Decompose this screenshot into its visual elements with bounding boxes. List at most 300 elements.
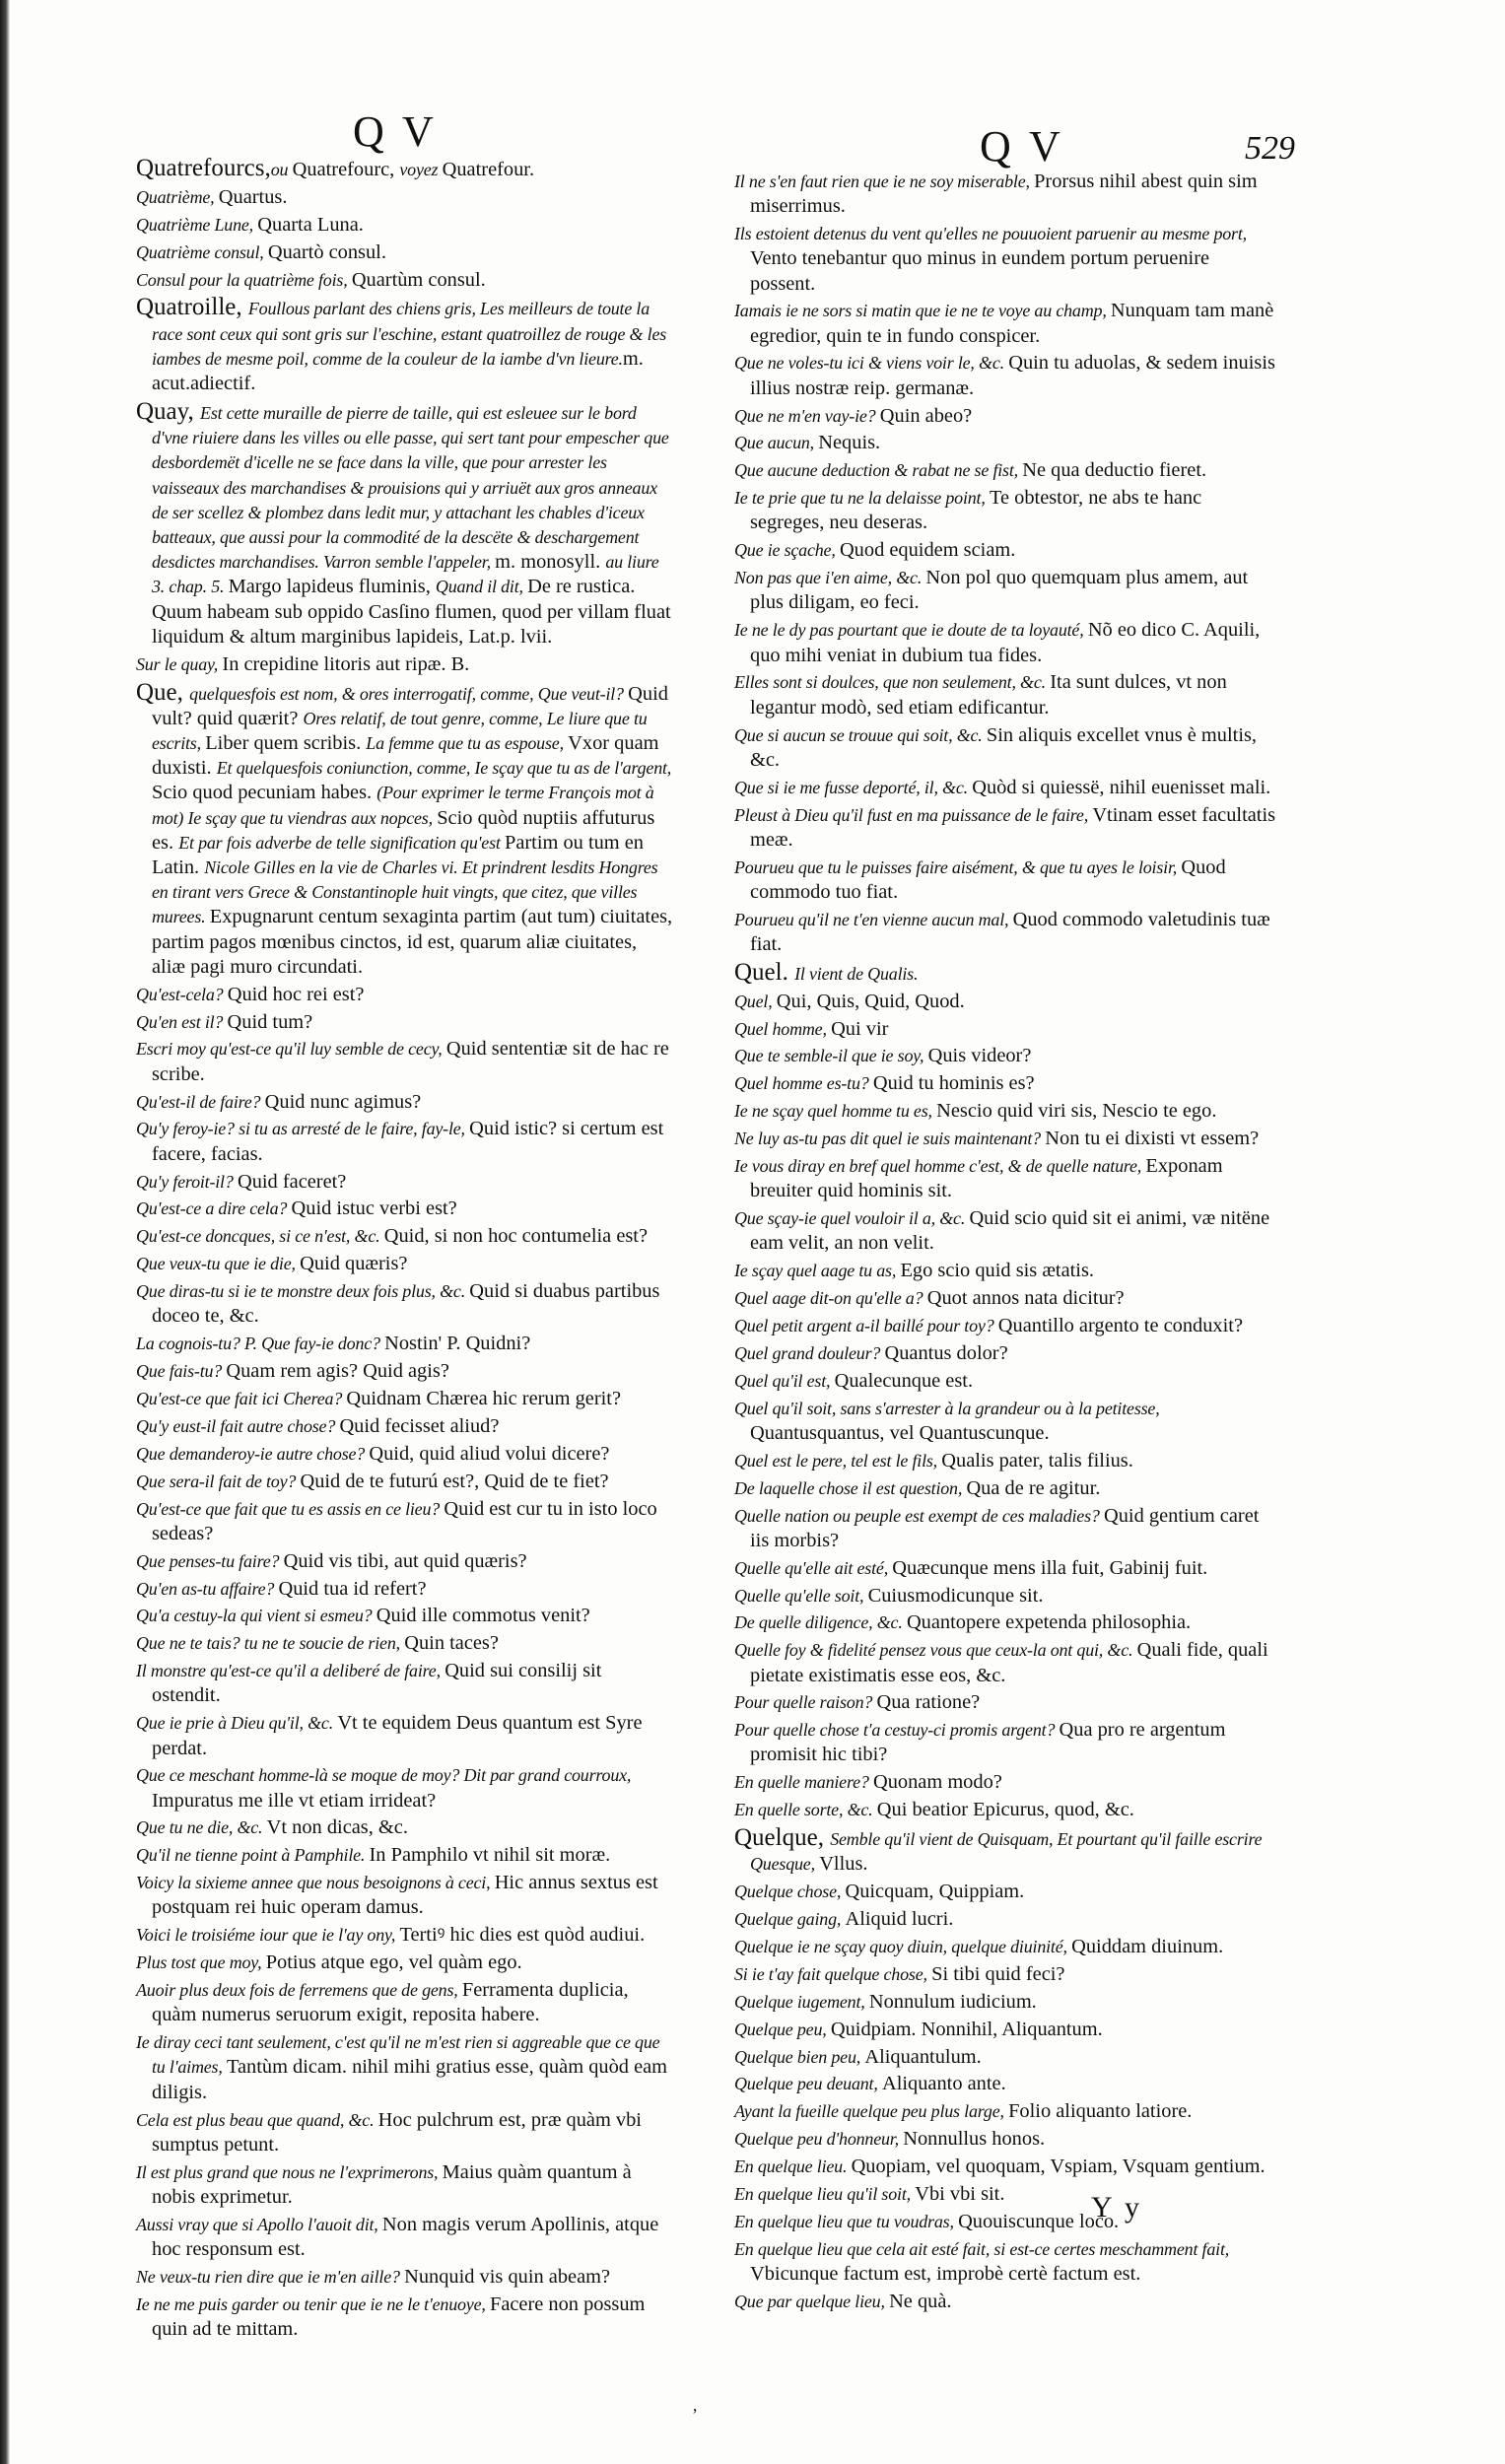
entry-latin-text: Quod commodo tuo fiat. <box>750 856 1226 903</box>
entry-french-text: Ie te prie que tu ne la delaisse point, <box>734 488 990 509</box>
entry-latin-text: Scio quod pecuniam habes. <box>152 782 377 804</box>
entry-latin-text: Ne qua deductio fieret. <box>1022 459 1207 482</box>
entry-latin-text: Facere non possum quin ad te mittam. <box>152 2293 646 2340</box>
dictionary-entry <box>734 2290 1278 2314</box>
entry-latin-text: Quarta Luna. <box>257 213 364 236</box>
entry-latin-text: Quin tu aduolas, & sedem inuisis illius nostræ reip. germanæ. <box>750 352 1275 399</box>
dictionary-entry <box>734 2072 1278 2096</box>
entry-french-text: Que si ie me fusse deporté, il, &c. <box>734 777 973 797</box>
entry-latin-text: Scio quòd nuptiis affuturus es. <box>152 806 655 854</box>
entry-french-text: Quelque peu, <box>734 2019 831 2039</box>
entry-headword: Quatrefourcs, <box>136 155 271 181</box>
entry-french-text: Pour quelle raison? <box>734 1692 877 1713</box>
dictionary-entry <box>734 351 1278 400</box>
dictionary-entry <box>734 856 1278 905</box>
entry-latin-text: Exponam breuiter quid hominis sit. <box>750 1155 1223 1202</box>
dictionary-entry <box>136 1843 673 1868</box>
entry-french-text: (Pour exprimer le terme François mot à mot) Ie sçay que tu viendras aux nopces, <box>152 783 654 828</box>
entry-headword: Quel. <box>734 958 795 986</box>
dictionary-entry <box>734 1099 1278 1124</box>
entry-french-text: Ie vous diray en bref quel homme c'est, & de quelle nature, <box>734 1156 1146 1177</box>
entry-latin-text: m. monosyll. <box>495 551 606 574</box>
entry-french-text: Qu'est-ce que fait ici Cherea? <box>136 1388 347 1408</box>
entry-latin-text: Ego scio quid sis ætatis. <box>900 1260 1095 1282</box>
entry-french-text: Quel, <box>734 991 777 1011</box>
entry-latin-text: Quòd si quiessë, nihil euenisset mali. <box>972 776 1271 798</box>
entry-latin-text: Hoc pulchrum est, præ quàm vbi sumptus petunt. <box>152 2108 642 2156</box>
entry-headword: Que, <box>136 678 190 706</box>
entry-latin-text: Quid istuc verbi est? <box>291 1198 457 1220</box>
entry-french-text: Il ne s'en faut rien que ie ne soy miserable, <box>734 171 1035 191</box>
entry-latin-text: Ne quà. <box>889 2290 952 2312</box>
entry-french-text: Quelque peu d'honneur, <box>734 2129 904 2150</box>
dictionary-entry <box>734 1990 1278 2015</box>
dictionary-entry <box>136 2213 673 2262</box>
entry-french-text: Ils estoient detenus du vent qu'elles ne pouuoient paruenir au mesme port, <box>734 224 1247 244</box>
dictionary-entry <box>136 1978 673 2027</box>
dictionary-entry <box>734 1610 1278 1635</box>
entry-french-text: ou <box>270 160 293 179</box>
entry-french-text: Voicy la sixieme annee que nous besoignons à ceci, <box>136 1873 495 1893</box>
entry-french-text: Ie ne le dy pas pourtant que ie doute de ta loyauté, <box>734 620 1088 641</box>
entry-french-text: La cognois-tu? P. Que fay-ie donc? <box>136 1334 385 1354</box>
dictionary-entry <box>734 2182 1278 2207</box>
entry-french-text: Quelque bien peu, <box>734 2046 865 2067</box>
entry-french-text: Que demanderoy-ie autre chose? <box>136 1443 370 1464</box>
dictionary-entry <box>136 1951 673 1975</box>
entry-french-text: Iamais ie ne sors si matin que ie ne te voye au champ, <box>734 301 1111 321</box>
dictionary-entry <box>734 486 1278 535</box>
entry-french-text: Quel grand douleur? <box>734 1342 885 1363</box>
entry-french-text: Quatrième consul, <box>136 241 268 262</box>
dictionary-entry <box>734 431 1278 455</box>
entry-french-text: Que par quelque lieu, <box>734 2291 890 2311</box>
entry-french-text: Que penses-tu faire? <box>136 1550 284 1571</box>
entry-french-text: Qu'est-il de faire? <box>136 1091 265 1112</box>
dictionary-entry <box>734 1341 1278 1366</box>
entry-french-text: Et quelquesfois coniunction, comme, Ie sçay que tu as de l'argent, <box>216 758 672 779</box>
dictionary-entry <box>136 185 673 210</box>
dictionary-entry <box>734 1556 1278 1581</box>
entry-latin-text: Quid tu hominis es? <box>872 1072 1035 1095</box>
entry-latin-text: Quin taces? <box>404 1632 499 1655</box>
dictionary-entry <box>734 1690 1278 1715</box>
entry-latin-text: Impuratus me ille vt etiam irrideat? <box>152 1789 437 1812</box>
dictionary-entry <box>136 1359 673 1384</box>
entry-latin-text: Potius atque ego, vel quàm ego. <box>265 1951 522 1974</box>
dictionary-entry <box>136 1117 673 1166</box>
dictionary-entry <box>136 1497 673 1546</box>
entry-latin-text: Vbi vbi sit. <box>915 2183 1005 2206</box>
entry-french-text: Aussi vray que si Apollo l'auoit dit, <box>136 2214 382 2234</box>
entry-french-text: Quel est le pere, tel est le fils, <box>734 1450 942 1471</box>
entry-french-text: Consul pour la quatrième fois, <box>136 269 352 290</box>
entry-latin-text: Cuiusmodicunque sit. <box>867 1584 1044 1607</box>
entry-french-text: voyez <box>399 160 443 179</box>
entry-french-text: Que ie prie à Dieu qu'il, &c. <box>136 1713 338 1734</box>
entry-french-text: Que fais-tu? <box>136 1361 227 1382</box>
entry-latin-text: Quid istic? si certum est facere, facias. <box>152 1118 664 1165</box>
dictionary-entry <box>136 1037 673 1086</box>
dictionary-entry <box>136 268 673 293</box>
entry-french-text: Qu'en est il? <box>136 1011 228 1032</box>
entry-latin-text: Quæcunque mens illa fuit, Gabinij fuit. <box>892 1556 1208 1579</box>
entry-latin-text: Quidpiam. Nonnihil, Aliquantum. <box>830 2018 1103 2040</box>
stray-mark: ʼ <box>692 2405 698 2425</box>
entry-latin-text: Nunquam tam manè egredior, quin te in fundo conspicer. <box>750 300 1274 347</box>
entry-latin-text: Vtinam esset facultatis meæ. <box>750 803 1276 851</box>
entry-latin-text: Quali fide, quali pietate existimatis esse eos, &c. <box>750 1639 1268 1686</box>
entry-latin-text: Quidnam Chærea hic rerum gerit? <box>346 1387 622 1409</box>
entry-latin-text: Quid tua id refert? <box>278 1577 427 1600</box>
dictionary-entry <box>734 1206 1278 1256</box>
entry-latin-text: Quid quæris? <box>300 1253 408 1275</box>
entry-latin-text: Quid fecisset aliud? <box>339 1414 500 1437</box>
dictionary-entry <box>734 2127 1278 2152</box>
entry-latin-text: Hic annus sextus est postquam rei huic operam damus. <box>152 1872 658 1919</box>
entry-french-text: Auoir plus deux fois de ferremens que de gens, <box>136 1980 462 2001</box>
dictionary-entry <box>734 299 1278 348</box>
entry-latin-text: Sin aliquis excellet vnus è multis, &c. <box>750 723 1258 771</box>
entry-latin-text: Quantopere expetenda philosophia. <box>906 1611 1192 1634</box>
entry-latin-text: Qualecunque est. <box>834 1369 974 1392</box>
entry-french-text: Qu'a cestuy-la qui vient si esmeu? <box>136 1606 376 1626</box>
entry-french-text: En quelque lieu que cela ait esté fait, si est-ce certes meschamment fait, <box>734 2238 1230 2259</box>
entry-latin-text: Vllus. <box>819 1853 868 1876</box>
dictionary-entry <box>734 1017 1278 1042</box>
entry-french-text: Quand il dit, <box>435 577 528 597</box>
entry-latin-text: Quid scio quid sit ei animi, væ nitëne eam velit, an non velit. <box>750 1207 1270 1255</box>
entry-latin-text: Aliquantulum. <box>864 2045 982 2068</box>
dictionary-entry <box>734 776 1278 800</box>
entry-latin-text: Quis videor? <box>927 1045 1032 1067</box>
dictionary-entry <box>136 2108 673 2157</box>
entry-latin-text: Quid ille commotus venit? <box>376 1605 590 1627</box>
dictionary-entry <box>734 2210 1278 2234</box>
entry-latin-text: Quid de te futurú est?, Quid de te fiet? <box>300 1470 609 1492</box>
entry-latin-text: Quartò consul. <box>267 240 386 263</box>
entry-french-text: Foullous parlant des chiens gris, Les meilleurs de toute la race sont ceux qui sont gris sur l'eschine, estant quatroillez de rouge & les iambes de mesme poil, comme de la couleur de la iambe d'vn lieure. <box>152 299 667 369</box>
right-running-head: Q V <box>980 122 1064 171</box>
dictionary-entry <box>734 538 1278 563</box>
entry-french-text: Quel qu'il est, <box>734 1370 835 1391</box>
entry-latin-text: Quopiam, vel quoquam, Vspiam, Vsquam gentium. <box>851 2156 1266 2178</box>
dictionary-entry <box>734 1798 1278 1822</box>
entry-french-text: En quelque lieu que tu voudras, <box>734 2211 959 2231</box>
entry-french-text: De quelle diligence, &c. <box>734 1612 907 1633</box>
dictionary-entry <box>136 1871 673 1920</box>
entry-latin-text: Vt te equidem Deus quantum est Syre perdat. <box>152 1712 643 1759</box>
entry-latin-text: Quid, quid aliud volui dicere? <box>369 1442 610 1465</box>
entry-french-text: Non pas que i'en aime, &c. <box>734 568 926 588</box>
dictionary-entry <box>734 1476 1278 1501</box>
dictionary-entry <box>734 404 1278 429</box>
entry-french-text: En quelque lieu. <box>734 2156 852 2177</box>
dictionary-entry <box>734 2237 1278 2287</box>
dictionary-entry <box>734 803 1278 853</box>
dictionary-entry <box>734 723 1278 773</box>
dictionary-entry <box>734 2018 1278 2042</box>
entry-latin-text: Quantillo argento te conduxit? <box>997 1314 1244 1336</box>
entry-latin-text: Quid si duabus partibus doceo te, &c. <box>152 1280 660 1328</box>
entry-french-text: quelquesfois est nom, & ores interrogatif, comme, Que veut-il? <box>189 683 629 704</box>
entry-french-text: Quel qu'il soit, sans s'arrester à la grandeur ou à la petitesse, <box>734 1398 1160 1418</box>
dictionary-entry <box>734 1880 1278 1904</box>
entry-french-text: Qu'y feroit-il? <box>136 1171 238 1192</box>
entry-latin-text: Vento tenebantur quo minus in eundem portum peruenire possent. <box>750 247 1210 295</box>
entry-latin-text: Quin abeo? <box>879 404 973 427</box>
entry-french-text: Que ne m'en vay-ie? <box>734 405 880 426</box>
entry-french-text: En quelle maniere? <box>734 1772 873 1793</box>
entry-latin-text: Quiddam diuinum. <box>1071 1936 1224 1958</box>
entry-latin-text: Qui vir <box>831 1017 889 1040</box>
entry-french-text: Qu'y feroy-ie? si tu as arresté de le faire, fay-le, <box>136 1119 470 1139</box>
page-number: 529 <box>1245 130 1295 167</box>
entry-french-text: Ie ne sçay quel homme tu es, <box>734 1101 937 1122</box>
dictionary-entry <box>136 1923 673 1948</box>
entry-french-text: Est cette muraille de pierre de taille, qui est esleuee sur le bord d'vne riuiere dans les villes ou elle passe, qui sert tant pour empescher que desbordemët d'icelle ne se face dans la ville, que pour arrester les vaisseaux des marchandises & prouisions qui y arriuët aux gros anneaux de ser scellez & plombez dans ledit mur, y attachant les chables d'iceux batteaux, que aussi pour la commodité de la descëte & deschargement desdictes marchandises. Varron semble l'appeler, <box>152 402 669 573</box>
dictionary-entry <box>734 1638 1278 1687</box>
entry-latin-text: Expugnarunt centum sexaginta partim (aut tum) ciuitates, partim pagos mœnibus cinctos, id est, quarum aliæ ciuitates, aliæ pagi muro circundati. <box>152 906 673 978</box>
entry-latin-text: Quartùm consul. <box>351 268 486 291</box>
dictionary-entry <box>734 2099 1278 2124</box>
entry-latin-text: Quot annos nata dicitur? <box>926 1287 1125 1310</box>
entry-latin-text: Folio aliquanto latiore. <box>1008 2100 1193 2123</box>
dictionary-entry <box>136 1279 673 1329</box>
entry-latin-text: Quum habeam sub oppido Casſino flumen, quod per villam fluat liquidum & altum marginibus lapideis, Lat.p. lvii. <box>152 600 671 648</box>
dictionary-entry <box>734 1044 1278 1068</box>
dictionary-entry <box>136 1442 673 1467</box>
dictionary-entry <box>734 1907 1278 1932</box>
left-column <box>136 156 673 2345</box>
entry-latin-text: Quid vis tibi, aut quid quæris? <box>283 1549 527 1572</box>
entry-latin-text: Si tibi quid feci? <box>931 1962 1065 1985</box>
entry-latin-text: Quid faceret? <box>237 1170 347 1193</box>
entry-latin-text: Qualis pater, talis filius. <box>941 1449 1133 1472</box>
entry-french-text: Semble qu'il vient de Quisquam, Et pourtant qu'il faille escrire Quesque, <box>750 1829 1263 1875</box>
dictionary-entry <box>734 1127 1278 1151</box>
dictionary-entry <box>734 1718 1278 1767</box>
entry-latin-text: In crepidine litoris aut ripæ. B. <box>222 652 470 675</box>
entry-headword: Quelque, <box>734 1824 831 1852</box>
entry-french-text: Sur le quay, <box>136 653 223 674</box>
entry-french-text: Quelle qu'elle soit, <box>734 1585 868 1606</box>
entry-latin-text: Quod commodo valetudinis tuæ fiat. <box>750 908 1270 955</box>
entry-french-text: Qu'est-cela? <box>136 984 228 1004</box>
entry-latin-text: Nunquid vis quin abeam? <box>404 2265 611 2288</box>
dictionary-entry <box>734 1962 1278 1987</box>
entry-french-text: En quelle sorte, &c. <box>734 1800 877 1820</box>
dictionary-entry <box>136 680 673 980</box>
entry-french-text: Quelque peu deuant, <box>734 2074 882 2094</box>
dictionary-entry <box>136 2265 673 2290</box>
entry-french-text: Cela est plus beau que quand, &c. <box>136 2109 378 2130</box>
dictionary-entry <box>734 1397 1278 1446</box>
dictionary-entry <box>136 295 673 396</box>
dictionary-entry <box>136 1549 673 1574</box>
dictionary-entry <box>136 1332 673 1356</box>
entry-french-text: Quelque ie ne sçay quoy diuin, quelque diuinité, <box>734 1937 1072 1957</box>
dictionary-entry <box>136 213 673 238</box>
entry-french-text: Quelle foy & fidelité pensez vous que ceux-la ont qui, &c. <box>734 1640 1137 1661</box>
entry-latin-text: Quid gentium caret iis morbis? <box>750 1504 1260 1551</box>
dictionary-entry <box>734 1935 1278 1959</box>
entry-french-text: Elles sont si doulces, que non seulement, &c. <box>734 672 1051 693</box>
entry-french-text: au liure 3. chap. 5. <box>152 552 659 597</box>
dictionary-entry <box>136 1414 673 1439</box>
dictionary-entry <box>734 1286 1278 1311</box>
dictionary-entry <box>136 1470 673 1494</box>
entry-latin-text: Qui beatior Epicurus, quod, &c. <box>876 1799 1134 1821</box>
entry-latin-text: Quid tum? <box>227 1010 313 1033</box>
entry-french-text: Que ne voles-tu ici & viens voir le, &c. <box>734 353 1009 374</box>
dictionary-entry <box>136 1815 673 1840</box>
dictionary-entry <box>734 670 1278 719</box>
dictionary-entry <box>136 1763 673 1813</box>
entry-french-text: Et par fois adverbe de telle signification qu'est <box>178 832 505 853</box>
entry-french-text: Pour quelle chose t'a cestuy-ci promis argent? <box>734 1720 1060 1741</box>
entry-french-text: Quatrième Lune, <box>136 214 258 235</box>
entry-latin-text: Quantus dolor? <box>884 1341 1008 1364</box>
dictionary-entry <box>734 170 1278 219</box>
entry-french-text: Qu'y eust-il fait autre chose? <box>136 1415 340 1436</box>
entry-french-text: Que si aucun se trouue qui soit, &c. <box>734 724 987 745</box>
entry-latin-text: Aliquanto ante. <box>881 2073 1006 2095</box>
dictionary-entry <box>734 1825 1278 1877</box>
entry-latin-text: Quid, si non hoc contumelia est? <box>383 1225 649 1248</box>
entry-french-text: Que diras-tu si ie te monstre deux fois plus, &c. <box>136 1281 470 1302</box>
entry-latin-text: Nequis. <box>818 432 881 454</box>
entry-french-text: Si ie t'ay fait quelque chose, <box>734 1963 932 1984</box>
entry-latin-text: Quonam modo? <box>873 1771 1002 1794</box>
dictionary-entry <box>734 458 1278 483</box>
entry-french-text: Pourueu qu'il ne t'en vienne aucun mal, <box>734 909 1013 929</box>
signature-mark: Y y <box>1091 2191 1143 2224</box>
dictionary-entry <box>734 1071 1278 1096</box>
entry-french-text: Escri moy qu'est-ce qu'il luy semble de cecy, <box>136 1039 446 1060</box>
entry-french-text: Il est plus grand que nous ne l'exprimerons, <box>136 2161 443 2182</box>
entry-latin-text: Vxor quam duxisti. <box>152 731 659 780</box>
entry-french-text: Quelque gaing, <box>734 1909 846 1930</box>
dictionary-entry <box>136 2293 673 2342</box>
entry-french-text: Quelque iugement, <box>734 1991 869 2012</box>
entry-latin-text: Quartus. <box>218 185 288 208</box>
dictionary-entry <box>136 1577 673 1602</box>
entry-french-text: Que te semble-il que ie soy, <box>734 1046 928 1066</box>
dictionary-entry <box>136 1197 673 1221</box>
entry-latin-text: Nõ eo dico C. Aquili, quo mihi veniat in dubium tua fides. <box>750 619 1261 666</box>
entry-latin-text: Quid vult? quid quærit? <box>152 682 668 729</box>
dictionary-entry <box>734 1259 1278 1283</box>
entry-french-text: Nicole Gilles en la vie de Charles vi. Et prindrent lesdits Hongres en tirant vers Grece & Constantinople huit vingts, que citez, que villes murees. <box>152 856 658 927</box>
entry-french-text: Quel aage dit-on qu'elle a? <box>734 1288 927 1309</box>
entry-french-text: De laquelle chose il est question, <box>734 1477 967 1498</box>
right-column <box>734 170 1278 2317</box>
entry-french-text: Que tu ne die, &c. <box>136 1817 267 1838</box>
dictionary-entry <box>136 1711 673 1760</box>
entry-latin-text: Aliquid lucri. <box>845 1908 954 1931</box>
dictionary-entry <box>734 990 1278 1014</box>
entry-french-text: Que aucun, <box>734 433 819 453</box>
entry-french-text: La femme que tu as espouse, <box>366 732 569 753</box>
dictionary-entry <box>136 983 673 1007</box>
entry-french-text: Ayant la fueille quelque peu plus large, <box>734 2101 1009 2122</box>
entry-french-text: Que veux-tu que ie die, <box>136 1254 301 1274</box>
dictionary-entry <box>734 960 1278 987</box>
entry-latin-text: In Pamphilo vt nihil sit moræ. <box>369 1844 611 1867</box>
entry-french-text: Qu'est-ce que fait que tu es assis en ce lieu? <box>136 1498 445 1519</box>
entry-latin-text: m. acut.adiectif. <box>152 347 644 395</box>
entry-latin-text: Tantùm dicam. nihil mihi gratius esse, quàm quòd eam diligis. <box>152 2056 668 2103</box>
entry-french-text: Plus tost que moy, <box>136 1952 266 1973</box>
entry-french-text: Quel petit argent a-il baillé pour toy? <box>734 1315 998 1335</box>
entry-french-text: Quelle nation ou peuple est exempt de ces maladies? <box>734 1505 1104 1526</box>
dictionary-entry <box>734 1369 1278 1394</box>
dictionary-entry <box>136 1224 673 1249</box>
dictionary-entry <box>136 1387 673 1411</box>
dictionary-entry <box>734 2045 1278 2070</box>
dictionary-entry <box>734 1584 1278 1608</box>
entry-french-text: Quelle qu'elle ait esté, <box>734 1557 893 1578</box>
dictionary-entry <box>136 240 673 265</box>
dictionary-entry <box>136 1010 673 1035</box>
dictionary-entry <box>136 1659 673 1708</box>
entry-french-text: Ores relatif, de tout genre, comme, Le liure que tu escrits, <box>152 708 648 753</box>
entry-french-text: Qu'est-ce doncques, si ce n'est, &c. <box>136 1226 384 1247</box>
entry-french-text: En quelque lieu qu'il soit, <box>734 2184 916 2205</box>
entry-latin-text: Qui, Quis, Quid, Quod. <box>776 990 965 1012</box>
entry-latin-text: Ita sunt dulces, vt non legantur modò, sed etiam edificantur. <box>750 671 1227 719</box>
entry-latin-text: Nonnullus honos. <box>903 2128 1046 2151</box>
dictionary-entry <box>136 1604 673 1628</box>
entry-french-text: Que aucune deduction & rabat ne se fist, <box>734 460 1023 481</box>
dictionary-entry <box>136 1252 673 1276</box>
entry-french-text: Quelque chose, <box>734 1882 846 1902</box>
book-binding-edge <box>0 0 10 2464</box>
dictionary-entry <box>136 1170 673 1195</box>
entry-french-text: Voici le troisiéme iour que ie l'ay ony, <box>136 1925 400 1946</box>
entry-french-text: Ie ne me puis garder ou tenir que ie ne le t'enuoye, <box>136 2293 490 2314</box>
entry-latin-text: Ferramenta duplicia, quàm numerus seruorum exigit, reposita habere. <box>152 1979 629 2026</box>
dictionary-entry <box>734 1770 1278 1795</box>
entry-latin-text: Liber quem scribis. <box>205 731 367 754</box>
dictionary-entry <box>136 156 673 182</box>
entry-french-text: Ne luy as-tu pas dit quel ie suis maintenant? <box>734 1129 1046 1149</box>
dictionary-entry <box>136 1090 673 1115</box>
entry-french-text: Qu'est-ce a dire cela? <box>136 1198 292 1219</box>
entry-french-text: Que ie sçache, <box>734 540 840 561</box>
dictionary-entry <box>734 2155 1278 2179</box>
entry-latin-text: Non tu ei dixisti vt essem? <box>1045 1128 1260 1150</box>
entry-french-text: Il vient de Qualis. <box>794 963 919 984</box>
entry-latin-text: Qua pro re argentum promisit hic tibi? <box>750 1719 1226 1766</box>
entry-headword: Quatroille, <box>136 294 248 321</box>
entry-french-text: Quel homme, <box>734 1018 832 1039</box>
dictionary-entry <box>734 222 1278 297</box>
dictionary-entry <box>136 2160 673 2210</box>
entry-latin-text: Prorsus nihil abest quin sim miserrimus. <box>750 171 1258 218</box>
entry-latin-text: Partim ou tum en Latin. <box>152 831 645 878</box>
entry-latin-text: Quouiscunque loco. <box>958 2210 1120 2232</box>
entry-latin-text: Tertiꝰ hic dies est quòd audiui. <box>399 1924 646 1947</box>
entry-latin-text: Vt non dicas, &c. <box>266 1816 408 1839</box>
entry-latin-text: Non magis verum Apollinis, atque hoc responsum est. <box>152 2213 659 2260</box>
entry-french-text: Quel homme es-tu? <box>734 1073 873 1094</box>
entry-latin-text: Te obtestor, ne abs te hanc segreges, neu deseras. <box>750 487 1202 534</box>
entry-french-text: Ne veux-tu rien dire que ie m'en aille? <box>136 2266 405 2287</box>
entry-french-text: Ie sçay quel aage tu as, <box>734 1261 901 1281</box>
dictionary-entry <box>734 566 1278 615</box>
